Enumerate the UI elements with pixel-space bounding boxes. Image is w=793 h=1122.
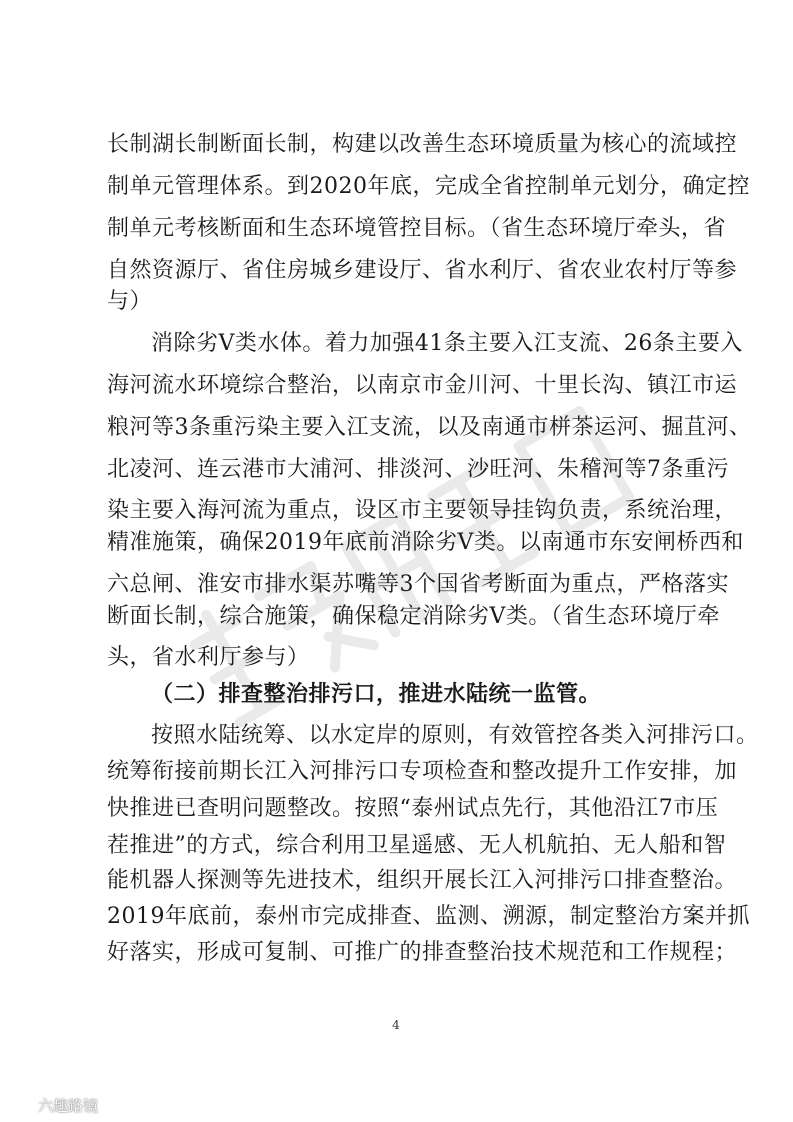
text-line: 茬推进”的方式，综合利用卫星遥感、无人机航拍、无人船和智: [107, 833, 727, 858]
text-line: 海河流水环境综合整治，以南京市金川河、十里长沟、镇江市运: [107, 373, 738, 398]
text-line: 快推进已查明问题整改。按照“泰州试点先行，其他沿江7市压: [107, 796, 719, 821]
text-line: 六总闸、淮安市排水渠苏嘴等3个国省考断面为重点，严格落实: [107, 572, 729, 597]
text-line: 断面长制，综合施策，确保稳定消除劣V类。（省生态环境厅牵: [107, 604, 720, 629]
text-line: 好落实，形成可复制、可推广的排查整治技术规范和工作规程；: [107, 940, 738, 965]
text-line: 制单元管理体系。到2020年底，完成全省控制单元划分，确定控: [107, 174, 750, 199]
brand-name: 六趣路镜: [38, 1096, 99, 1115]
text-line: 长制湖长制断面长制，构建以改善生态环境质量为核心的流域控: [107, 132, 738, 157]
text-line: 精准施策，确保2019年底前消除劣V类。以南通市东安闸桥西和: [107, 530, 744, 555]
paragraph-start-line: 按照水陆统筹、以水定岸的原则，有效管控各类入河排污口。: [151, 723, 759, 748]
text-line: 能机器人探测等先进技术，组织开展长江入河排污口排查整治。: [107, 868, 738, 893]
text-line: 与）: [107, 289, 153, 314]
text-line: 自然资源厅、省住房城乡建设厅、省水利厅、省农业农村厅等参: [107, 258, 738, 283]
text-line: 染主要入海河流为重点，设区市主要领导挂钩负责，系统治理，: [107, 498, 738, 523]
page-number: 4: [392, 1018, 400, 1032]
text-line: 粮河等3条重污染主要入江支流，以及南通市栟茶运河、掘苴河、: [107, 415, 752, 440]
brand-watermark: [8, 1094, 98, 1116]
text-line: 2019年底前，泰州市完成排查、监测、溯源，制定整治方案并抓: [107, 904, 750, 929]
text-line: 统筹衔接前期长江入河排污口专项检查和整改提升工作安排，加: [107, 759, 738, 784]
text-line: 北凌河、连云港市大浦河、排淡河、沙旺河、朱稽河等7条重污: [107, 457, 729, 482]
section-heading: （二）排查整治排污口，推进水陆统一监管。: [151, 681, 602, 707]
paragraph-start-line: 消除劣V类水体。着力加强41条主要入江支流、26条主要入: [151, 331, 743, 356]
weibo-logo-icon: [8, 1095, 34, 1115]
text-line: 头，省水利厅参与）: [107, 645, 310, 670]
text-line: 制单元考核断面和生态环境管控目标。（省生态环境厅牵头，省: [107, 216, 727, 241]
